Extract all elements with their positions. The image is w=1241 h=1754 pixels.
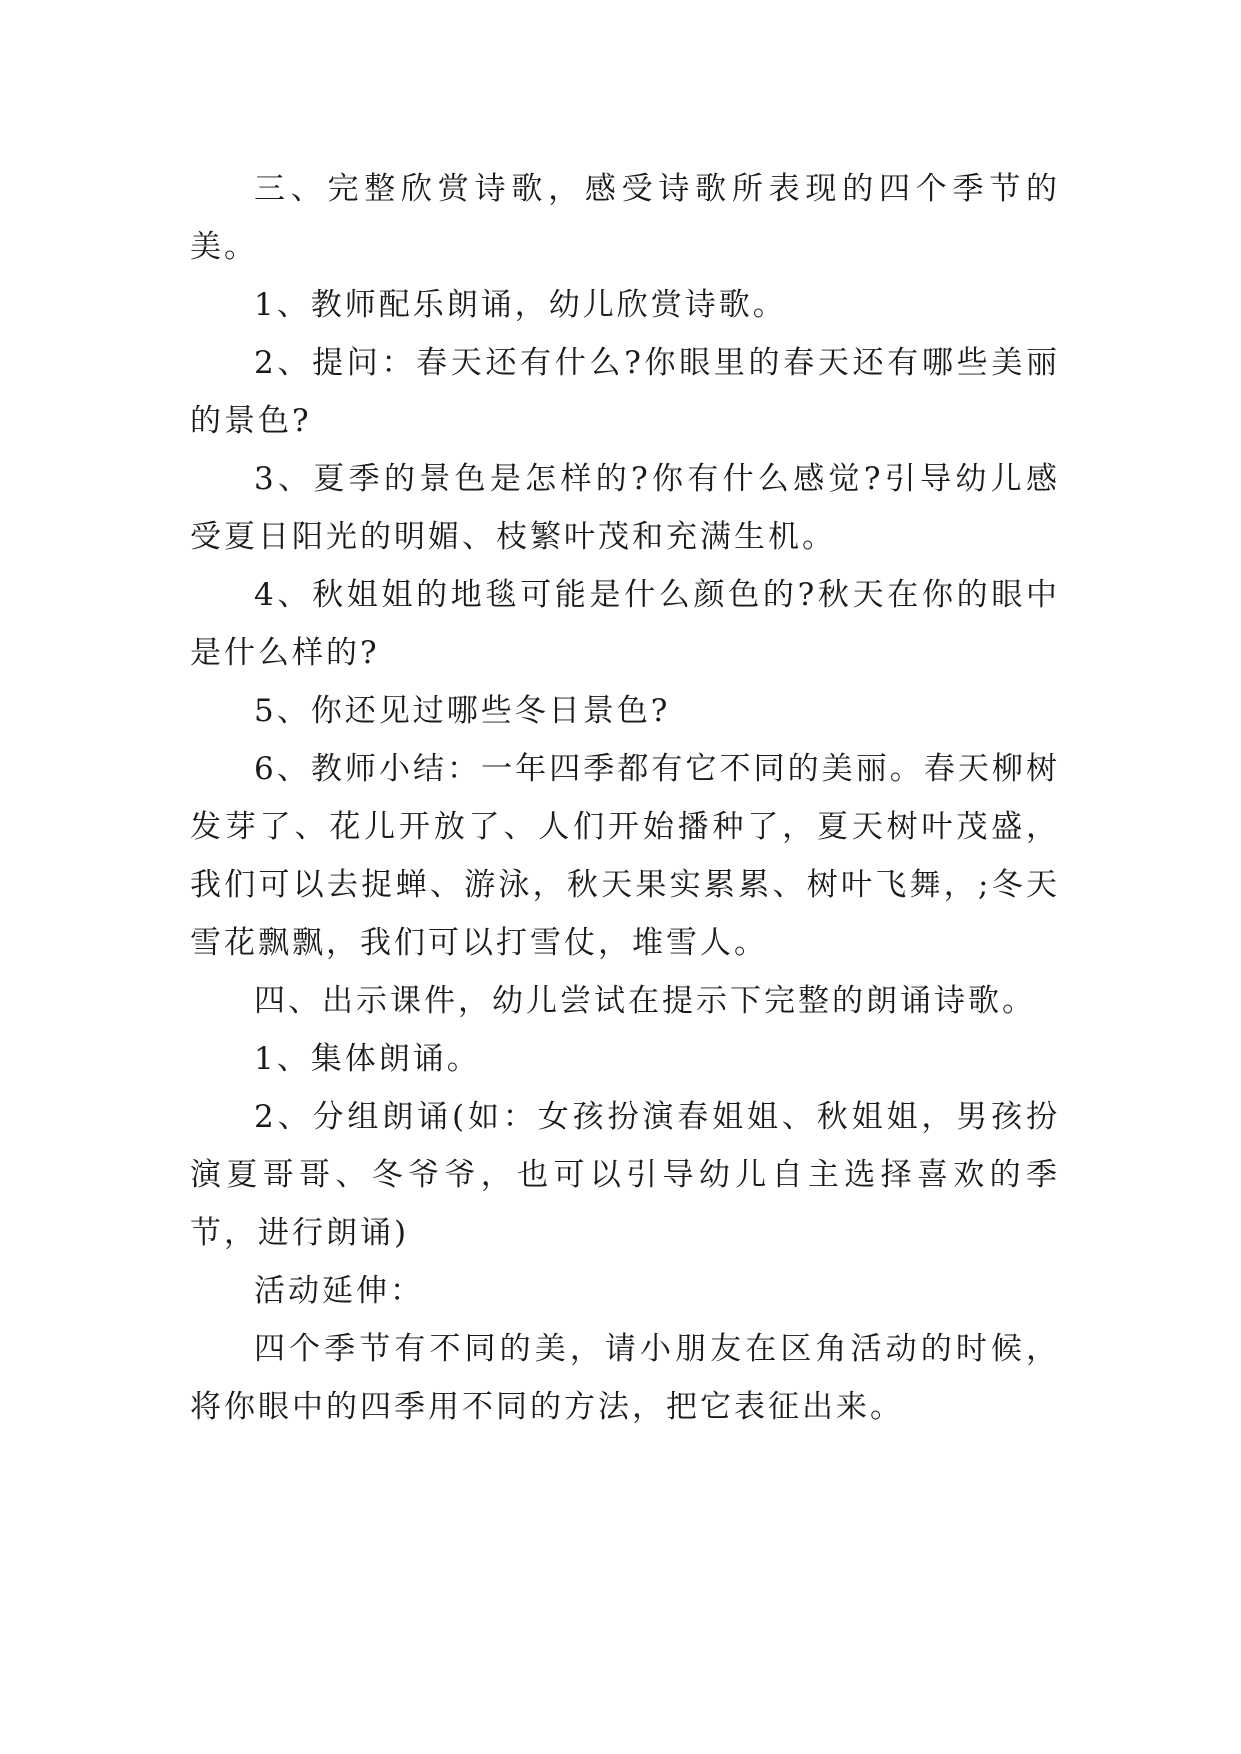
document-body <box>190 160 1060 1436</box>
list-item: 2、提问：春天还有什么?你眼里的春天还有哪些美丽的景色? <box>190 345 1060 439</box>
list-item: 3、夏季的景色是怎样的?你有什么感觉?引导幼儿感受夏日阳光的明媚、枝繁叶茂和充满生机。 <box>190 461 1060 555</box>
list-item: 1、集体朗诵。 <box>254 1041 481 1077</box>
section-heading-courseware: 四、出示课件，幼儿尝试在提示下完整的朗诵诗歌。 <box>254 983 1036 1019</box>
list-item: 1、教师配乐朗诵，幼儿欣赏诗歌。 <box>254 287 787 323</box>
section-heading-appreciate: 三、完整欣赏诗歌，感受诗歌所表现的四个季节的美。 <box>190 171 1060 265</box>
section-heading-extension: 活动延伸： <box>254 1273 424 1309</box>
list-item: 4、秋姐姐的地毯可能是什么颜色的?秋天在你的眼中是什么样的? <box>190 577 1060 671</box>
list-item: 2、分组朗诵(如：女孩扮演春姐姐、秋姐姐，男孩扮演夏哥哥、冬爷爷，也可以引导幼儿自主选择喜欢的季节，进行朗诵) <box>190 1099 1060 1251</box>
list-item: 6、教师小结：一年四季都有它不同的美丽。春天柳树发芽了、花儿开放了、人们开始播种了，夏天树叶茂盛，我们可以去捉蝉、游泳，秋天果实累累、树叶飞舞，;冬天雪花飘飘，我们可以打雪仗，堆雪人。 <box>190 751 1060 961</box>
list-item: 5、你还见过哪些冬日景色? <box>254 693 671 729</box>
body-paragraph: 四个季节有不同的美，请小朋友在区角活动的时候，将你眼中的四季用不同的方法，把它表征出来。 <box>190 1331 1060 1425</box>
